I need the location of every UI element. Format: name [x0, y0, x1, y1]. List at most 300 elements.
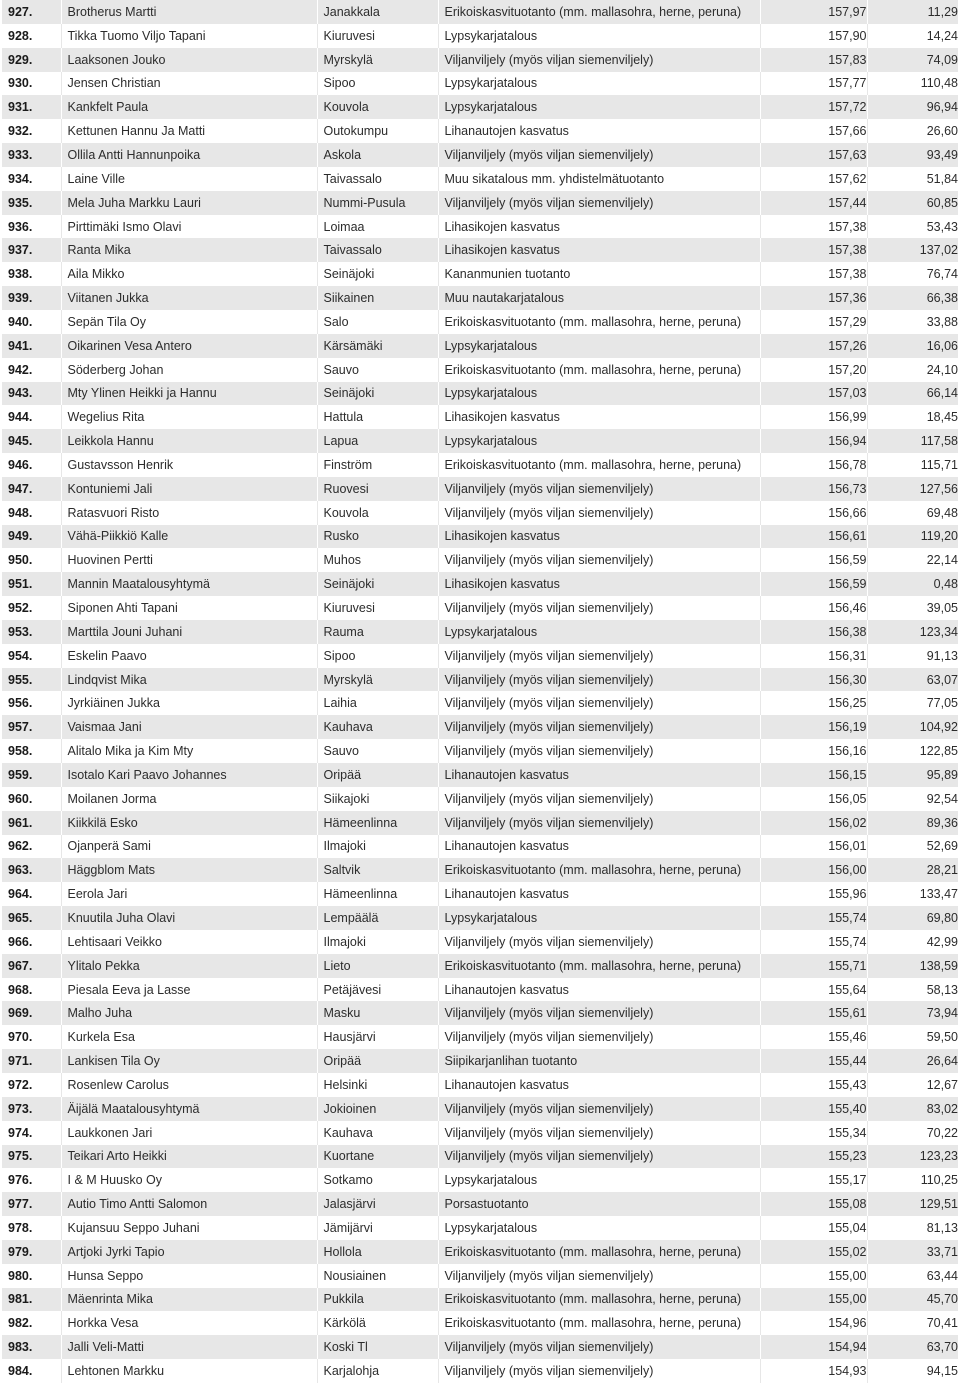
sector-cell: Lihanautojen kasvatus [438, 1073, 760, 1097]
rank-cell: 969. [2, 1001, 61, 1025]
name-cell: Ratasvuori Risto [61, 501, 317, 525]
table-row [2, 238, 958, 262]
rank-cell: 976. [2, 1168, 61, 1192]
sector-cell: Lihasikojen kasvatus [438, 238, 760, 262]
municipality-cell: Ruovesi [317, 477, 438, 501]
sector-cell: Viljanviljely (myös viljan siemenviljely) [438, 501, 760, 525]
value2-cell: 110,25 [867, 1168, 958, 1192]
value2-cell: 73,94 [867, 1001, 958, 1025]
value1-cell: 156,16 [760, 739, 867, 763]
municipality-cell: Myrskylä [317, 668, 438, 692]
value2-cell: 138,59 [867, 954, 958, 978]
value1-cell: 157,36 [760, 286, 867, 310]
rank-cell: 934. [2, 167, 61, 191]
value2-cell: 39,05 [867, 596, 958, 620]
municipality-cell: Masku [317, 1001, 438, 1025]
table-row [2, 1097, 958, 1121]
value1-cell: 156,73 [760, 477, 867, 501]
ranking-table [2, 0, 958, 1383]
value2-cell: 60,85 [867, 191, 958, 215]
value1-cell: 157,03 [760, 382, 867, 406]
sector-cell: Viljanviljely (myös viljan siemenviljely) [438, 668, 760, 692]
name-cell: Ollila Antti Hannunpoika [61, 143, 317, 167]
rank-cell: 951. [2, 572, 61, 596]
name-cell: Isotalo Kari Paavo Johannes [61, 763, 317, 787]
table-row [2, 882, 958, 906]
rank-cell: 927. [2, 0, 61, 24]
municipality-cell: Saltvik [317, 858, 438, 882]
value2-cell: 63,07 [867, 668, 958, 692]
name-cell: Jensen Christian [61, 72, 317, 96]
sector-cell: Viljanviljely (myös viljan siemenviljely) [438, 739, 760, 763]
value2-cell: 18,45 [867, 405, 958, 429]
value1-cell: 156,02 [760, 811, 867, 835]
value1-cell: 155,46 [760, 1025, 867, 1049]
municipality-cell: Oripää [317, 763, 438, 787]
rank-cell: 967. [2, 954, 61, 978]
municipality-cell: Sipoo [317, 72, 438, 96]
rank-cell: 981. [2, 1288, 61, 1312]
value2-cell: 69,80 [867, 906, 958, 930]
sector-cell: Lihanautojen kasvatus [438, 835, 760, 859]
municipality-cell: Finström [317, 453, 438, 477]
sector-cell: Erikoiskasvituotanto (mm. mallasohra, herne, peruna) [438, 453, 760, 477]
sector-cell: Erikoiskasvituotanto (mm. mallasohra, herne, peruna) [438, 0, 760, 24]
rank-cell: 947. [2, 477, 61, 501]
value1-cell: 156,38 [760, 620, 867, 644]
municipality-cell: Hausjärvi [317, 1025, 438, 1049]
name-cell: Malho Juha [61, 1001, 317, 1025]
municipality-cell: Lempäälä [317, 906, 438, 930]
municipality-cell: Kouvola [317, 501, 438, 525]
table-row [2, 429, 958, 453]
table-row [2, 525, 958, 549]
sector-cell: Erikoiskasvituotanto (mm. mallasohra, herne, peruna) [438, 954, 760, 978]
sector-cell: Viljanviljely (myös viljan siemenviljely) [438, 1335, 760, 1359]
value2-cell: 96,94 [867, 95, 958, 119]
municipality-cell: Nousiainen [317, 1264, 438, 1288]
name-cell: I & M Huusko Oy [61, 1168, 317, 1192]
municipality-cell: Jalasjärvi [317, 1192, 438, 1216]
municipality-cell: Sipoo [317, 644, 438, 668]
value2-cell: 51,84 [867, 167, 958, 191]
value2-cell: 52,69 [867, 835, 958, 859]
rank-cell: 945. [2, 429, 61, 453]
sector-cell: Lypsykarjatalous [438, 334, 760, 358]
rank-cell: 971. [2, 1049, 61, 1073]
name-cell: Alitalo Mika ja Kim Mty [61, 739, 317, 763]
value2-cell: 123,34 [867, 620, 958, 644]
table-row [2, 215, 958, 239]
value1-cell: 155,64 [760, 978, 867, 1002]
table-row [2, 286, 958, 310]
table-row [2, 48, 958, 72]
sector-cell: Lihanautojen kasvatus [438, 978, 760, 1002]
value2-cell: 12,67 [867, 1073, 958, 1097]
value1-cell: 156,25 [760, 691, 867, 715]
table-row [2, 954, 958, 978]
value1-cell: 155,61 [760, 1001, 867, 1025]
value1-cell: 155,23 [760, 1145, 867, 1169]
municipality-cell: Siikainen [317, 286, 438, 310]
sector-cell: Viljanviljely (myös viljan siemenviljely) [438, 1097, 760, 1121]
name-cell: Vaismaa Jani [61, 715, 317, 739]
value2-cell: 26,60 [867, 119, 958, 143]
municipality-cell: Hattula [317, 405, 438, 429]
rank-cell: 977. [2, 1192, 61, 1216]
value1-cell: 155,04 [760, 1216, 867, 1240]
sector-cell: Viljanviljely (myös viljan siemenviljely) [438, 930, 760, 954]
table-row [2, 0, 958, 24]
municipality-cell: Seinäjoki [317, 382, 438, 406]
value2-cell: 11,29 [867, 0, 958, 24]
table-row [2, 811, 958, 835]
table-row [2, 334, 958, 358]
value1-cell: 156,15 [760, 763, 867, 787]
value2-cell: 24,10 [867, 358, 958, 382]
value1-cell: 157,29 [760, 310, 867, 334]
table-row [2, 453, 958, 477]
municipality-cell: Hämeenlinna [317, 811, 438, 835]
value1-cell: 157,38 [760, 262, 867, 286]
value1-cell: 156,99 [760, 405, 867, 429]
rank-cell: 940. [2, 310, 61, 334]
rank-cell: 972. [2, 1073, 61, 1097]
value1-cell: 155,02 [760, 1240, 867, 1264]
rank-cell: 984. [2, 1359, 61, 1383]
table-row [2, 191, 958, 215]
sector-cell: Viljanviljely (myös viljan siemenviljely) [438, 1264, 760, 1288]
table-row [2, 1168, 958, 1192]
rank-cell: 978. [2, 1216, 61, 1240]
sector-cell: Porsastuotanto [438, 1192, 760, 1216]
municipality-cell: Pukkila [317, 1288, 438, 1312]
table-row [2, 930, 958, 954]
sector-cell: Lypsykarjatalous [438, 24, 760, 48]
municipality-cell: Hämeenlinna [317, 882, 438, 906]
rank-cell: 963. [2, 858, 61, 882]
sector-cell: Muu nautakarjatalous [438, 286, 760, 310]
name-cell: Gustavsson Henrik [61, 453, 317, 477]
value1-cell: 154,94 [760, 1335, 867, 1359]
name-cell: Kurkela Esa [61, 1025, 317, 1049]
municipality-cell: Rauma [317, 620, 438, 644]
value2-cell: 89,36 [867, 811, 958, 835]
municipality-cell: Sauvo [317, 358, 438, 382]
value2-cell: 133,47 [867, 882, 958, 906]
name-cell: Häggblom Mats [61, 858, 317, 882]
rank-cell: 964. [2, 882, 61, 906]
rank-cell: 973. [2, 1097, 61, 1121]
value1-cell: 155,00 [760, 1264, 867, 1288]
municipality-cell: Seinäjoki [317, 262, 438, 286]
name-cell: Autio Timo Antti Salomon [61, 1192, 317, 1216]
table-row [2, 119, 958, 143]
sector-cell: Viljanviljely (myös viljan siemenviljely) [438, 1121, 760, 1145]
sector-cell: Viljanviljely (myös viljan siemenviljely) [438, 811, 760, 835]
rank-cell: 966. [2, 930, 61, 954]
rank-cell: 980. [2, 1264, 61, 1288]
sector-cell: Lihasikojen kasvatus [438, 572, 760, 596]
value2-cell: 28,21 [867, 858, 958, 882]
name-cell: Söderberg Johan [61, 358, 317, 382]
name-cell: Wegelius Rita [61, 405, 317, 429]
sector-cell: Viljanviljely (myös viljan siemenviljely) [438, 596, 760, 620]
value1-cell: 156,66 [760, 501, 867, 525]
municipality-cell: Lieto [317, 954, 438, 978]
table-row [2, 548, 958, 572]
name-cell: Mannin Maatalousyhtymä [61, 572, 317, 596]
value1-cell: 155,40 [760, 1097, 867, 1121]
value1-cell: 155,44 [760, 1049, 867, 1073]
municipality-cell: Kuortane [317, 1145, 438, 1169]
table-row [2, 835, 958, 859]
municipality-cell: Kauhava [317, 715, 438, 739]
name-cell: Laine Ville [61, 167, 317, 191]
value1-cell: 157,38 [760, 238, 867, 262]
value1-cell: 155,00 [760, 1288, 867, 1312]
table-row [2, 1311, 958, 1335]
value1-cell: 154,96 [760, 1311, 867, 1335]
value2-cell: 95,89 [867, 763, 958, 787]
name-cell: Kontuniemi Jali [61, 477, 317, 501]
value2-cell: 137,02 [867, 238, 958, 262]
table-row [2, 95, 958, 119]
table-row [2, 1359, 958, 1383]
sector-cell: Viljanviljely (myös viljan siemenviljely) [438, 1025, 760, 1049]
name-cell: Ojanperä Sami [61, 835, 317, 859]
value2-cell: 14,24 [867, 24, 958, 48]
name-cell: Kankfelt Paula [61, 95, 317, 119]
municipality-cell: Petäjävesi [317, 978, 438, 1002]
table-row [2, 596, 958, 620]
municipality-cell: Taivassalo [317, 167, 438, 191]
rank-cell: 929. [2, 48, 61, 72]
rank-cell: 938. [2, 262, 61, 286]
name-cell: Laaksonen Jouko [61, 48, 317, 72]
value1-cell: 155,74 [760, 930, 867, 954]
municipality-cell: Sauvo [317, 739, 438, 763]
sector-cell: Lypsykarjatalous [438, 95, 760, 119]
name-cell: Lindqvist Mika [61, 668, 317, 692]
sector-cell: Muu sikatalous mm. yhdistelmätuotanto [438, 167, 760, 191]
sector-cell: Lypsykarjatalous [438, 1216, 760, 1240]
rank-cell: 983. [2, 1335, 61, 1359]
value1-cell: 157,38 [760, 215, 867, 239]
value1-cell: 156,78 [760, 453, 867, 477]
table-row [2, 1216, 958, 1240]
municipality-cell: Ilmajoki [317, 930, 438, 954]
sector-cell: Erikoiskasvituotanto (mm. mallasohra, herne, peruna) [438, 1311, 760, 1335]
value1-cell: 157,90 [760, 24, 867, 48]
ranking-table-body [2, 0, 958, 1383]
value1-cell: 156,46 [760, 596, 867, 620]
value2-cell: 70,22 [867, 1121, 958, 1145]
name-cell: Mty Ylinen Heikki ja Hannu [61, 382, 317, 406]
value2-cell: 53,43 [867, 215, 958, 239]
table-row [2, 978, 958, 1002]
name-cell: Lehtonen Markku [61, 1359, 317, 1383]
municipality-cell: Oripää [317, 1049, 438, 1073]
value2-cell: 66,14 [867, 382, 958, 406]
rank-cell: 954. [2, 644, 61, 668]
sector-cell: Lypsykarjatalous [438, 429, 760, 453]
name-cell: Piesala Eeva ja Lasse [61, 978, 317, 1002]
value1-cell: 157,72 [760, 95, 867, 119]
table-row [2, 620, 958, 644]
value1-cell: 155,17 [760, 1168, 867, 1192]
table-row [2, 310, 958, 334]
sector-cell: Lypsykarjatalous [438, 1168, 760, 1192]
value1-cell: 154,93 [760, 1359, 867, 1383]
table-row [2, 262, 958, 286]
municipality-cell: Outokumpu [317, 119, 438, 143]
rank-cell: 965. [2, 906, 61, 930]
name-cell: Jalli Veli-Matti [61, 1335, 317, 1359]
value2-cell: 92,54 [867, 787, 958, 811]
value1-cell: 156,59 [760, 548, 867, 572]
municipality-cell: Seinäjoki [317, 572, 438, 596]
rank-cell: 930. [2, 72, 61, 96]
value1-cell: 155,74 [760, 906, 867, 930]
rank-cell: 931. [2, 95, 61, 119]
municipality-cell: Helsinki [317, 1073, 438, 1097]
rank-cell: 956. [2, 691, 61, 715]
value1-cell: 156,59 [760, 572, 867, 596]
rank-cell: 953. [2, 620, 61, 644]
table-row [2, 668, 958, 692]
name-cell: Leikkola Hannu [61, 429, 317, 453]
rank-cell: 944. [2, 405, 61, 429]
sector-cell: Lihanautojen kasvatus [438, 119, 760, 143]
municipality-cell: Myrskylä [317, 48, 438, 72]
rank-cell: 970. [2, 1025, 61, 1049]
value1-cell: 155,34 [760, 1121, 867, 1145]
sector-cell: Erikoiskasvituotanto (mm. mallasohra, herne, peruna) [438, 358, 760, 382]
table-row [2, 477, 958, 501]
value1-cell: 155,08 [760, 1192, 867, 1216]
value2-cell: 104,92 [867, 715, 958, 739]
table-row [2, 1001, 958, 1025]
name-cell: Eerola Jari [61, 882, 317, 906]
municipality-cell: Kärkölä [317, 1311, 438, 1335]
sector-cell: Lypsykarjatalous [438, 382, 760, 406]
name-cell: Pirttimäki Ismo Olavi [61, 215, 317, 239]
value1-cell: 156,30 [760, 668, 867, 692]
value1-cell: 157,66 [760, 119, 867, 143]
value2-cell: 58,13 [867, 978, 958, 1002]
sector-cell: Lihanautojen kasvatus [438, 763, 760, 787]
rank-cell: 948. [2, 501, 61, 525]
name-cell: Kettunen Hannu Ja Matti [61, 119, 317, 143]
value2-cell: 94,15 [867, 1359, 958, 1383]
value1-cell: 157,26 [760, 334, 867, 358]
value2-cell: 83,02 [867, 1097, 958, 1121]
value1-cell: 157,20 [760, 358, 867, 382]
name-cell: Laukkonen Jari [61, 1121, 317, 1145]
name-cell: Ranta Mika [61, 238, 317, 262]
table-row [2, 1049, 958, 1073]
table-row [2, 382, 958, 406]
name-cell: Tikka Tuomo Viljo Tapani [61, 24, 317, 48]
name-cell: Kiikkilä Esko [61, 811, 317, 835]
value2-cell: 81,13 [867, 1216, 958, 1240]
value1-cell: 157,83 [760, 48, 867, 72]
name-cell: Ylitalo Pekka [61, 954, 317, 978]
name-cell: Mela Juha Markku Lauri [61, 191, 317, 215]
value1-cell: 156,05 [760, 787, 867, 811]
value1-cell: 157,44 [760, 191, 867, 215]
name-cell: Siponen Ahti Tapani [61, 596, 317, 620]
municipality-cell: Siikajoki [317, 787, 438, 811]
sector-cell: Viljanviljely (myös viljan siemenviljely) [438, 477, 760, 501]
table-row [2, 906, 958, 930]
rank-cell: 943. [2, 382, 61, 406]
rank-cell: 952. [2, 596, 61, 620]
municipality-cell: Lapua [317, 429, 438, 453]
table-row [2, 72, 958, 96]
sector-cell: Lihasikojen kasvatus [438, 525, 760, 549]
municipality-cell: Loimaa [317, 215, 438, 239]
value2-cell: 119,20 [867, 525, 958, 549]
municipality-cell: Janakkala [317, 0, 438, 24]
value2-cell: 70,41 [867, 1311, 958, 1335]
rank-cell: 968. [2, 978, 61, 1002]
municipality-cell: Laihia [317, 691, 438, 715]
municipality-cell: Jokioinen [317, 1097, 438, 1121]
value1-cell: 156,31 [760, 644, 867, 668]
sector-cell: Viljanviljely (myös viljan siemenviljely) [438, 787, 760, 811]
name-cell: Hunsa Seppo [61, 1264, 317, 1288]
municipality-cell: Taivassalo [317, 238, 438, 262]
table-row [2, 1335, 958, 1359]
table-row [2, 143, 958, 167]
value2-cell: 45,70 [867, 1288, 958, 1312]
table-row [2, 1240, 958, 1264]
name-cell: Lankisen Tila Oy [61, 1049, 317, 1073]
municipality-cell: Hollola [317, 1240, 438, 1264]
sector-cell: Viljanviljely (myös viljan siemenviljely) [438, 715, 760, 739]
table-row [2, 1192, 958, 1216]
value2-cell: 63,44 [867, 1264, 958, 1288]
rank-cell: 979. [2, 1240, 61, 1264]
sector-cell: Viljanviljely (myös viljan siemenviljely) [438, 691, 760, 715]
rank-cell: 937. [2, 238, 61, 262]
municipality-cell: Salo [317, 310, 438, 334]
sector-cell: Lypsykarjatalous [438, 906, 760, 930]
table-row [2, 691, 958, 715]
table-row [2, 1025, 958, 1049]
table-row [2, 1264, 958, 1288]
sector-cell: Viljanviljely (myös viljan siemenviljely) [438, 143, 760, 167]
value2-cell: 77,05 [867, 691, 958, 715]
municipality-cell: Kiuruvesi [317, 596, 438, 620]
municipality-cell: Askola [317, 143, 438, 167]
sector-cell: Lihanautojen kasvatus [438, 882, 760, 906]
sector-cell: Viljanviljely (myös viljan siemenviljely) [438, 1001, 760, 1025]
sector-cell: Lypsykarjatalous [438, 72, 760, 96]
name-cell: Aila Mikko [61, 262, 317, 286]
municipality-cell: Kouvola [317, 95, 438, 119]
value1-cell: 155,71 [760, 954, 867, 978]
municipality-cell: Koski Tl [317, 1335, 438, 1359]
name-cell: Eskelin Paavo [61, 644, 317, 668]
table-row [2, 501, 958, 525]
value2-cell: 63,70 [867, 1335, 958, 1359]
name-cell: Lehtisaari Veikko [61, 930, 317, 954]
value2-cell: 110,48 [867, 72, 958, 96]
sector-cell: Viljanviljely (myös viljan siemenviljely) [438, 1145, 760, 1169]
